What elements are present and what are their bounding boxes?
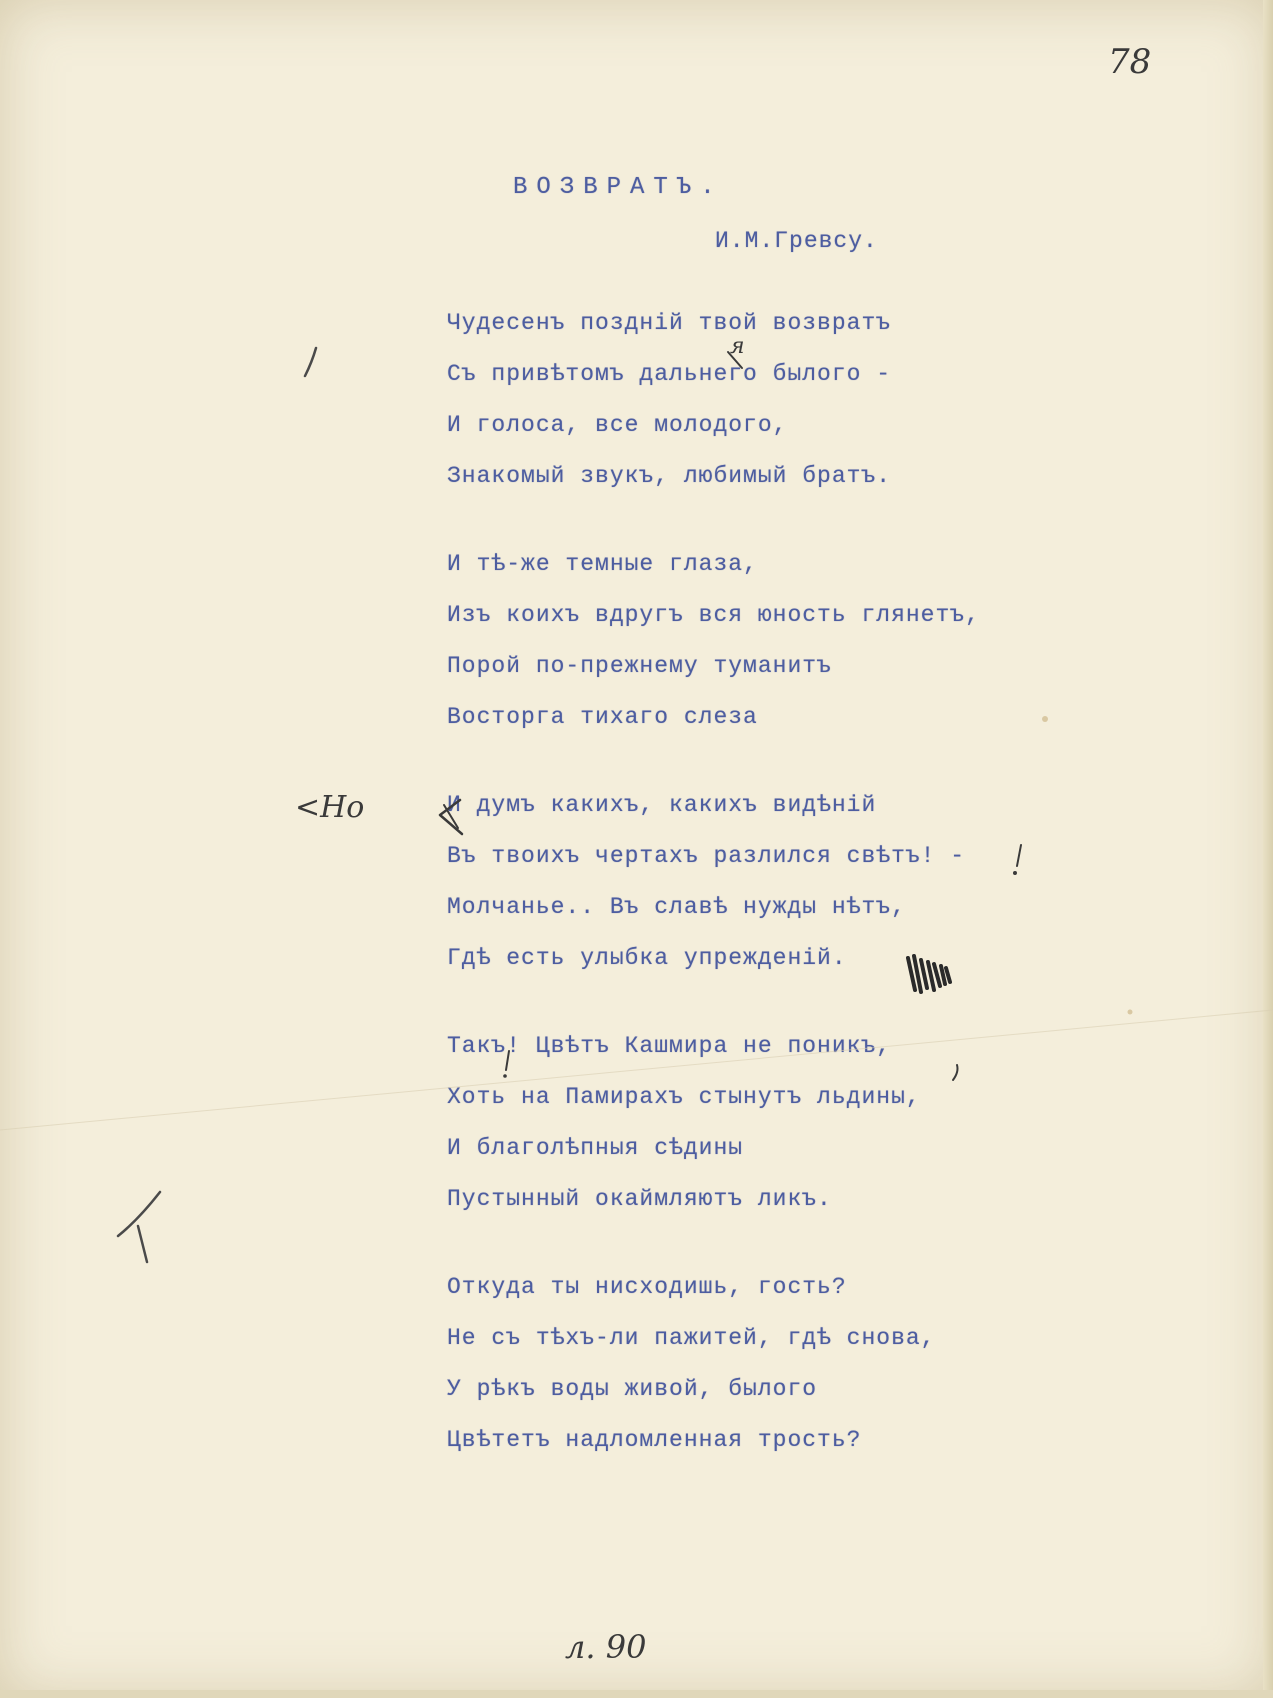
ink-blot-mark	[908, 956, 950, 992]
poem-line: Знакомый звукъ, любимый братъ.	[447, 463, 892, 489]
poem-line: И тѣ-же темные глаза,	[447, 551, 758, 577]
poem-line: Хоть на Памирахъ стынутъ льдины,	[447, 1084, 921, 1110]
exclamation-dot-mark	[503, 1074, 507, 1078]
comma-mark-handwritten	[953, 1065, 958, 1080]
poem-line: Порой по-прежнему туманитъ	[447, 653, 832, 679]
poem-line: Не съ тѣхъ-ли пажитей, гдѣ снова,	[447, 1325, 936, 1351]
sheet-number: л. 90	[565, 1628, 647, 1666]
poem-line: Молчанье.. Въ славѣ нужды нѣтъ,	[447, 894, 906, 920]
correction-caret-mark	[728, 352, 742, 368]
poem-line: Гдѣ есть улыбка упрежденій.	[447, 945, 847, 971]
poem-line: Пустынный окаймляютъ ликъ.	[447, 1186, 832, 1212]
poem-line: Откуда ты нисходишь, гость?	[447, 1274, 847, 1300]
margin-tick-mark	[305, 348, 316, 376]
page-number: 78	[1108, 42, 1152, 82]
poem-line: У рѣкъ воды живой, былого	[447, 1376, 818, 1402]
poem-title: ВОЗВРАТЪ.	[513, 174, 724, 201]
exclamation-dot-mark	[1013, 871, 1017, 875]
exclamation-mark-handwritten	[1017, 845, 1021, 866]
poem-line: И благолѣпныя сѣдины	[447, 1135, 744, 1161]
paper-stain	[1042, 716, 1048, 722]
poem-line: Изъ коихъ вдругъ вся юность глянетъ,	[447, 602, 980, 628]
poem-line: Въ твоихъ чертахъ разлился свѣтъ! -	[447, 843, 966, 869]
exclamation-mark-handwritten	[506, 1051, 509, 1070]
poem-line: Восторга тихаго слеза	[447, 704, 758, 730]
margin-note: <Но	[295, 790, 365, 825]
poem-line: И голоса, все молодого,	[447, 412, 788, 438]
paper-crease	[0, 1010, 1273, 1130]
poem-line: Чудесенъ поздній твой возвратъ	[447, 310, 892, 336]
poem-line: Такъ! Цвѣтъ Кашмира не поникъ,	[447, 1033, 892, 1059]
poem-line: И думъ какихъ, какихъ видѣній	[447, 792, 877, 818]
margin-t-mark	[138, 1226, 147, 1262]
poem-dedication: И.М.Гревсу.	[715, 228, 878, 254]
poem-line: Цвѣтетъ надломленная трость?	[447, 1427, 862, 1453]
paper-stain	[1128, 1010, 1133, 1015]
poem-line: Съ привѣтомъ дальнего былого -	[447, 361, 892, 387]
interlinear-correction: я	[730, 334, 745, 359]
